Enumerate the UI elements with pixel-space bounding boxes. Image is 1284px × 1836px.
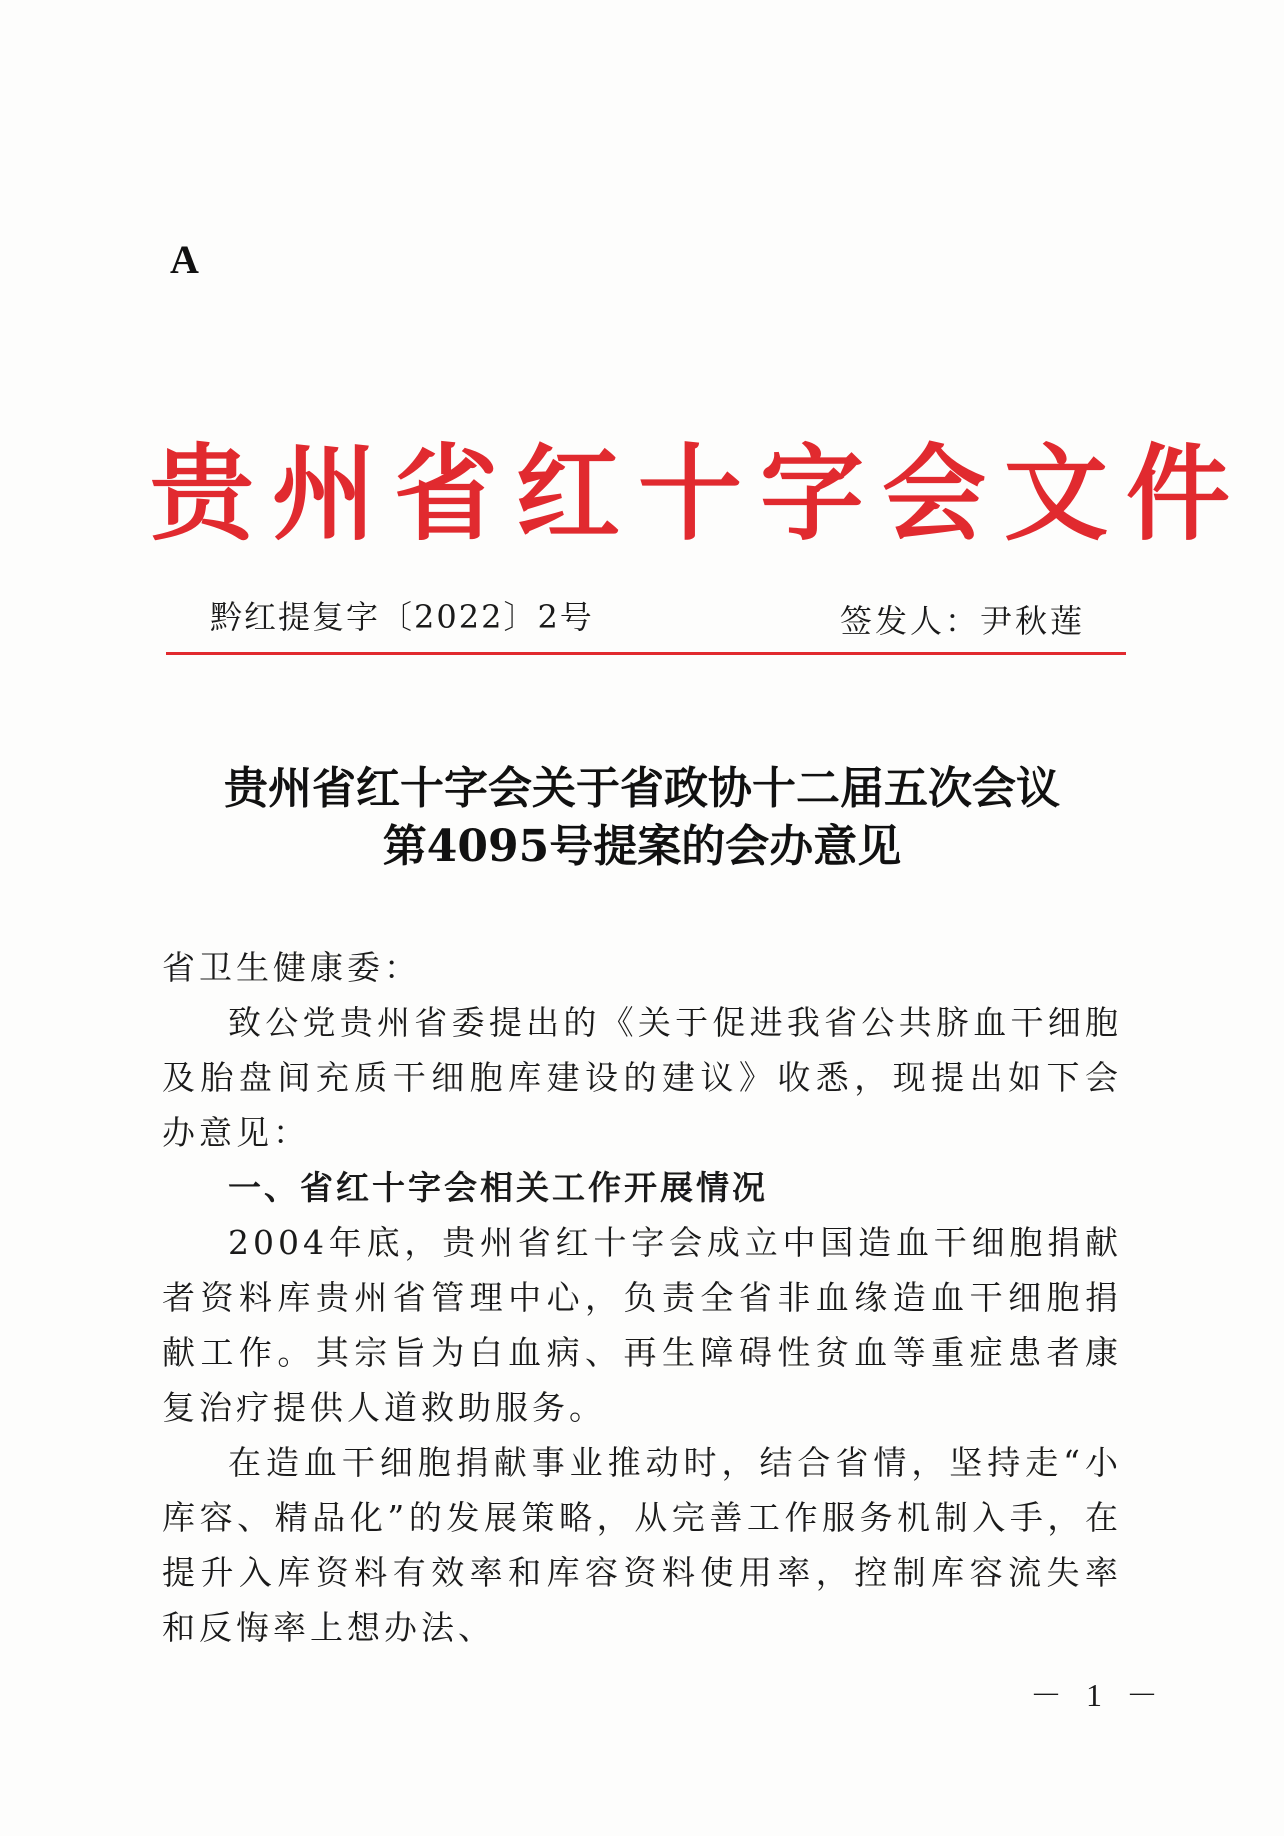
document-body	[162, 940, 1122, 1655]
intro-paragraph: 致公党贵州省委提出的《关于促进我省公共脐血干细胞及胎盘间充质干细胞库建设的建议》收悉，现提出如下会办意见：	[162, 1003, 1122, 1152]
grade-mark: A	[170, 237, 199, 282]
org-header: 贵州省红十字会文件	[150, 432, 1249, 555]
signer-name: 尹秋莲	[980, 602, 1086, 640]
recipient: 省卫生健康委：	[162, 948, 421, 987]
page-number: － 1 －	[1030, 1677, 1167, 1713]
signer	[840, 596, 1085, 642]
red-divider	[166, 652, 1126, 655]
title-line-1: 贵州省红十字会关于省政协十二届五次会议	[224, 763, 1060, 814]
signer-label: 签发人：	[840, 602, 981, 640]
section-heading: 一、省红十字会相关工作开展情况	[228, 1168, 768, 1207]
document-title	[120, 760, 1164, 876]
title-line-2: 第4095号提案的会办意见	[382, 821, 902, 872]
document-number: 黔红提复字〔2022〕2号	[210, 598, 594, 636]
paragraph-1: 2004年底，贵州省红十字会成立中国造血干细胞捐献者资料库贵州省管理中心，负责全省非血缘造血干细胞捐献工作。其宗旨为白血病、再生障碍性贫血等重症患者康复治疗提供人道救助服务。	[162, 1223, 1122, 1427]
paragraph-2: 在造血干细胞捐献事业推动时，结合省情，坚持走“小库容、精品化”的发展策略，从完善工作服务机制入手，在提升入库资料有效率和库容资料使用率，控制库容流失率和反悔率上想办法、	[162, 1443, 1122, 1647]
